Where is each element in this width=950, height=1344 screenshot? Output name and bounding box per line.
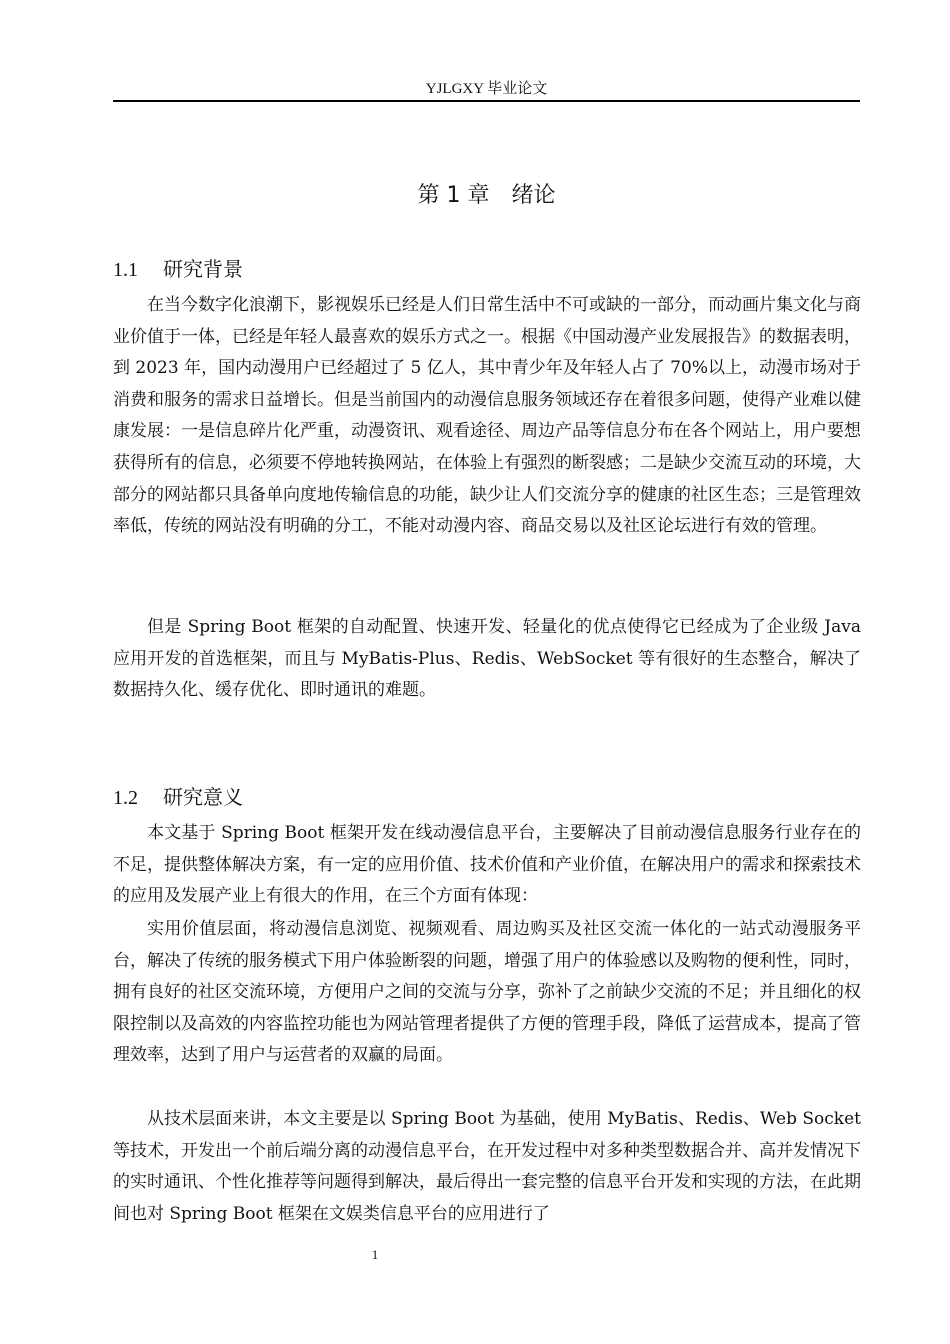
section-number: 1.1	[113, 259, 138, 281]
paragraph: 在当今数字化浪潮下，影视娱乐已经是人们日常生活中不可或缺的一部分，而动画片集文化与商业价值于一体，已经是年轻人最喜欢的娱乐方式之一。根据《中国动漫产业发展报告》的数据表明，到 2023 年，国内动漫用户已经超过了 5 亿人，其中青少年及年轻人占了 70%以上，动漫市场对于消费和服务的需求日益增长。但是当前国内的动漫信息服务领域还存在着很多问题，使得产业难以健康发展：一是信息碎片化严重，动漫资讯、观看途径、周边产品等信息分布在各个网站上，用户要想获得所有的信息，必须要不停地转换网站，在体验上有强烈的断裂感；二是缺少交流互动的环境，大部分的网站都只具备单向度地传输信息的功能，缺少让人们交流分享的健康的社区生态；三是管理效率低，传统的网站没有明确的分工，不能对动漫内容、商品交易以及社区论坛进行有效的管理。	[113, 295, 861, 537]
section-heading-1-2	[113, 781, 860, 810]
section-heading-1-1	[113, 253, 860, 282]
paragraph: 本文基于 Spring Boot 框架开发在线动漫信息平台，主要解决了目前动漫信息服务行业存在的不足，提供整体解决方案，有一定的应用价值、技术价值和产业价值，在解决用户的需求和探索技术的应用及发展产业上有很大的作用，在三个方面有体现：	[113, 823, 861, 907]
page-number: 1	[371, 1247, 379, 1262]
running-header: YJLGXY 毕业论文	[425, 81, 548, 97]
paragraph: 但是 Spring Boot 框架的自动配置、快速开发、轻量化的优点使得它已经成为了企业级 Java 应用开发的首选框架，而且与 MyBatis-Plus、Redis、WebSocket 等有很好的生态整合，解决了数据持久化、缓存优化、即时通讯的难题。	[113, 617, 861, 701]
chapter-title: 第 1 章 绪论	[417, 183, 556, 208]
section-title: 研究背景	[163, 257, 243, 281]
section-title: 研究意义	[163, 785, 243, 809]
paragraph: 实用价值层面，将动漫信息浏览、视频观看、周边购买及社区交流一体化的一站式动漫服务平台，解决了传统的服务模式下用户体验断裂的问题，增强了用户的体验感以及购物的便利性，同时，拥有良好的社区交流环境，方便用户之间的交流与分享，弥补了之前缺少交流的不足；并且细化的权限控制以及高效的内容监控功能也为网站管理者提供了方便的管理手段，降低了运营成本，提高了管理效率，达到了用户与运营者的双赢的局面。	[113, 919, 861, 1066]
header-rule	[113, 100, 860, 102]
paragraph: 从技术层面来讲，本文主要是以 Spring Boot 为基础，使用 MyBatis、Redis、Web Socket 等技术，开发出一个前后端分离的动漫信息平台，在开发过程中对多种类型数据合并、高并发情况下的实时通讯、个性化推荐等问题得到解决，最后得出一套完整的信息平台开发和实现的方法，在此期间也对 Spring Boot 框架在文娱类信息平台的应用进行了	[113, 1109, 861, 1224]
section-number: 1.2	[113, 787, 138, 809]
